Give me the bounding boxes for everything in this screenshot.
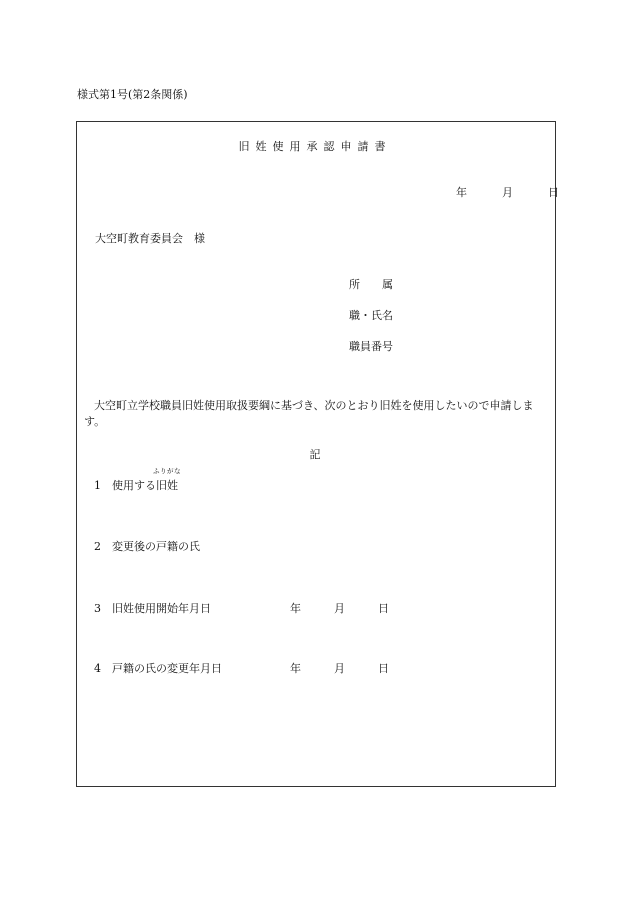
date-month-label: 月 bbox=[502, 186, 513, 199]
item-number: 2 bbox=[94, 540, 101, 553]
furigana-label: ふりがな bbox=[153, 467, 181, 475]
date-day-label: 日 bbox=[378, 602, 389, 615]
date-day-label: 日 bbox=[548, 186, 559, 199]
date-year-label: 年 bbox=[290, 662, 301, 675]
item-3 bbox=[94, 600, 211, 616]
item-1 bbox=[94, 467, 181, 493]
application-date bbox=[456, 184, 559, 200]
item-label-prefix: 使用する bbox=[112, 479, 156, 492]
date-year-label: 年 bbox=[456, 186, 467, 199]
form-label: 様式第1号(第2条関係) bbox=[77, 88, 188, 101]
date-year-label: 年 bbox=[290, 602, 301, 615]
position-name-label: 職・氏名 bbox=[349, 309, 393, 322]
item-label-ruby-base: 旧姓 bbox=[156, 479, 178, 492]
date-month-label: 月 bbox=[334, 602, 345, 615]
addressee: 大空町教育委員会 様 bbox=[95, 232, 205, 245]
item-4-date bbox=[290, 660, 389, 676]
item-number: 4 bbox=[94, 662, 101, 675]
item-3-date bbox=[290, 600, 389, 616]
affiliation-label: 所 属 bbox=[349, 278, 393, 291]
date-month-label: 月 bbox=[334, 662, 345, 675]
item-label: 旧姓使用開始年月日 bbox=[112, 602, 211, 615]
item-4 bbox=[94, 660, 222, 676]
form-title: 旧姓使用承認申請書 bbox=[238, 140, 392, 153]
item-number: 1 bbox=[94, 479, 101, 492]
item-label: 戸籍の氏の変更年月日 bbox=[112, 662, 222, 675]
application-statement: 大空町立学校職員旧姓使用取扱要綱に基づき、次のとおり旧姓を使用したいので申請します。 bbox=[84, 399, 534, 428]
item-label: 変更後の戸籍の氏 bbox=[112, 540, 200, 553]
staff-number-label: 職員番号 bbox=[349, 340, 393, 353]
date-day-label: 日 bbox=[378, 662, 389, 675]
item-2 bbox=[94, 538, 200, 554]
item-number: 3 bbox=[94, 602, 101, 615]
ki-heading: 記 bbox=[309, 448, 321, 461]
